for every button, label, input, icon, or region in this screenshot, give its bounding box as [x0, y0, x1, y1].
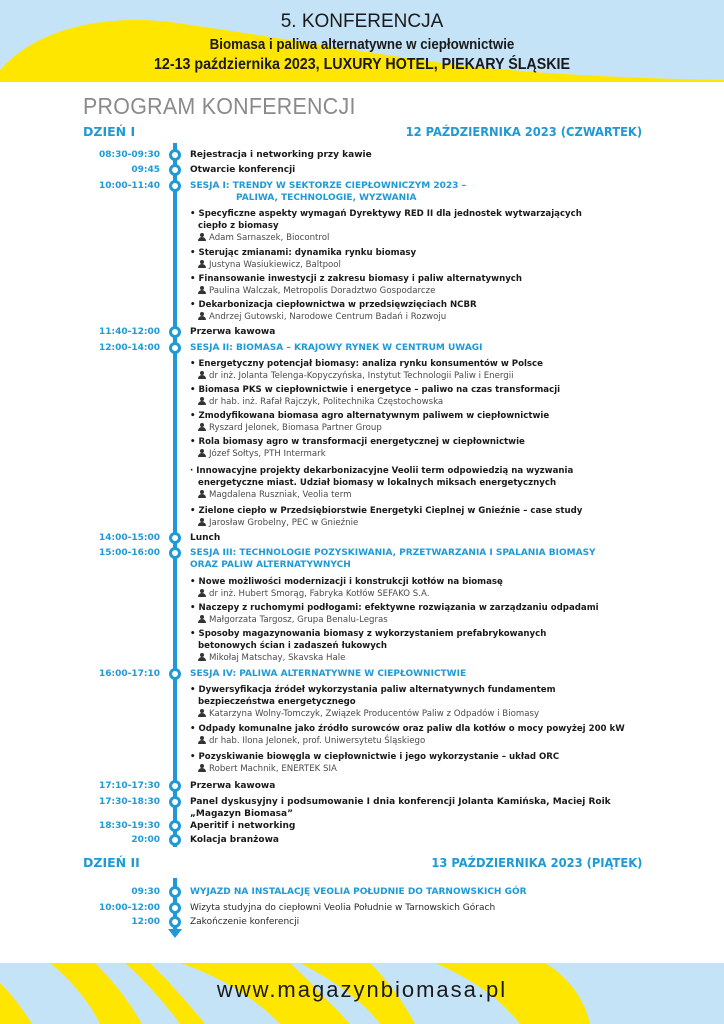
time: 17:10-17:30 — [98, 781, 160, 791]
talk-speaker: Mikołaj Matschay, Skavska Hale — [209, 653, 346, 663]
agenda-title: Przerwa kawowa — [190, 327, 276, 337]
talk-title: • Odpady komunalne jako źródło surowców oraz paliw dla kotłów o mocy powyżej 200 kW — [190, 724, 625, 734]
session-title: SESJA I: TRENDY W SEKTORZE CIEPŁOWNICZYM 2023 – — [190, 181, 467, 191]
website-link[interactable]: www.magazynbiomasa.pl — [216, 977, 508, 1002]
agenda-title: Otwarcie konferencji — [190, 165, 296, 175]
timeline-node — [169, 780, 181, 792]
talk — [190, 299, 477, 323]
agenda-title-line2: „Magazyn Biomasa” — [190, 809, 294, 819]
timeline-node — [169, 834, 181, 846]
talk — [190, 247, 416, 271]
talk — [190, 684, 556, 720]
time: 16:00-17:10 — [98, 669, 160, 679]
talk-title-line2: bezpieczeństwa energetycznego — [198, 697, 356, 707]
talk-title: • Zielone ciepło w Przedsiębiorstwie Energetyki Cieplnej w Gnieźnie – case study — [190, 506, 583, 516]
session-title-line2: PALIWA, TECHNOLOGIE, WYZWANIA — [236, 193, 417, 203]
person-icon — [198, 764, 206, 772]
time: 12:00 — [131, 917, 160, 927]
talk — [190, 465, 573, 501]
time: 09:45 — [131, 165, 160, 175]
agenda-title: Lunch — [190, 533, 221, 543]
person-icon — [198, 449, 206, 457]
talk-title: • Nowe możliwości modernizacji i konstrukcji kotłów na biomasę — [190, 577, 503, 587]
person-icon — [198, 653, 206, 661]
person-icon — [198, 615, 206, 623]
talk-title: • Pozyskiwanie biowęgla w ciepłownictwie i jego wykorzystanie – układ ORC — [190, 752, 560, 762]
time: 09:30 — [131, 887, 160, 897]
talk — [190, 273, 522, 297]
session-title: SESJA IV: PALIWA ALTERNATYWNE W CIEPŁOWNICTWIE — [190, 669, 467, 679]
talk-title: • Biomasa PKS w ciepłownictwie i energetyce – paliwo na czas transformacji — [190, 385, 561, 395]
talk-title-line2: betonowych ścian i zadaszeń łukowych — [198, 641, 388, 651]
time: 17:30-18:30 — [98, 797, 160, 807]
person-icon — [198, 518, 206, 526]
person-icon — [198, 397, 206, 405]
timeline-node — [169, 668, 181, 680]
timeline-node — [169, 547, 181, 559]
talk-speaker: Robert Machnik, ENERTEK SIA — [209, 764, 337, 774]
talk-title: • Naczepy z ruchomymi podłogami: efektywne rozwiązania w zarządzaniu odpadami — [190, 603, 599, 613]
timeline-node — [169, 532, 181, 544]
person-icon — [198, 709, 206, 717]
timeline-node — [169, 164, 181, 176]
timeline-node — [169, 149, 181, 161]
person-icon — [198, 490, 206, 498]
timeline-arrow-down-icon — [168, 929, 182, 938]
talk-speaker: Magdalena Ruszniak, Veolia term — [209, 490, 352, 500]
timeline-line-day1 — [173, 143, 177, 847]
timeline-node — [169, 342, 181, 354]
timeline-node — [169, 180, 181, 192]
agenda-title: Przerwa kawowa — [190, 781, 276, 791]
time: 10:00-12:00 — [98, 903, 160, 913]
talk — [190, 436, 525, 460]
time: 20:00 — [131, 835, 160, 845]
talk — [190, 384, 560, 408]
person-icon — [198, 286, 206, 294]
session-title: SESJA II: BIOMASA – KRAJOWY RYNEK W CENTRUM UWAGI — [190, 343, 483, 353]
talk-speaker: Józef Sołtys, PTH Intermark — [209, 449, 326, 459]
talk — [190, 358, 543, 382]
time: 15:00-16:00 — [98, 548, 160, 558]
day1-label: DZIEŃ I — [83, 124, 136, 139]
talk-speaker: Paulina Walczak, Metropolis Doradztwo Gospodarcze — [209, 286, 436, 296]
timeline-node — [169, 796, 181, 808]
talk-speaker: Andrzej Gutowski, Narodowe Centrum Badań i Rozwoju — [209, 312, 447, 322]
agenda-title: Wizyta studyjna do ciepłowni Veolia Południe w Tarnowskich Górach — [190, 903, 496, 913]
agenda-title: Rejestracja i networking przy kawie — [190, 150, 372, 160]
person-icon — [198, 589, 206, 597]
talk — [190, 208, 582, 244]
talk-title-line2: energetyczne miast. Udział biomasy w lokalnych miksach energetycznych — [198, 478, 557, 488]
day2-date: 13 PAŹDZIERNIKA 2023 (PIĄTEK) — [430, 855, 642, 870]
time: 14:00-15:00 — [98, 533, 160, 543]
talk — [190, 576, 503, 600]
talk-title: • Energetyczny potencjał biomasy: analiza rynku konsumentów w Polsce — [190, 359, 543, 369]
agenda-title: Aperitif i networking — [190, 821, 296, 831]
talk-title: • Zmodyfikowana biomasa agro alternatywnym paliwem w ciepłownictwie — [190, 411, 550, 421]
time: 08:30-09:30 — [98, 150, 160, 160]
talk-speaker: Małgorzata Targosz, Grupa Benalu-Legras — [209, 615, 388, 625]
day1-date: 12 PAŹDZIERNIKA 2023 (CZWARTEK) — [405, 124, 642, 139]
talk — [190, 410, 549, 434]
person-icon — [198, 736, 206, 744]
session-title-line2: ORAZ PALIW ALTERNATYWNYCH — [190, 560, 351, 570]
time: 18:30-19:30 — [98, 821, 160, 831]
talk-speaker: Ryszard Jelonek, Biomasa Partner Group — [209, 423, 382, 433]
person-icon — [198, 371, 206, 379]
person-icon — [198, 233, 206, 241]
person-icon — [198, 312, 206, 320]
talk-title: • Dekarbonizacja ciepłownictwa w przedsięwzięciach NCBR — [190, 300, 477, 310]
talk — [190, 628, 546, 664]
agenda-title: Zakończenie konferencji — [190, 917, 300, 927]
time: 11:40-12:00 — [98, 327, 160, 337]
talk — [190, 723, 625, 747]
timeline-node — [169, 916, 181, 928]
person-icon — [198, 423, 206, 431]
conference-dates-location: 12-13 października 2023, LUXURY HOTEL, PIEKARY ŚLĄSKIE — [153, 56, 571, 73]
agenda-title: Panel dyskusyjny i podsumowanie I dnia konferencji Jolanta Kamińska, Maciej Roik — [190, 797, 611, 807]
talk-title: • Sterując zmianami: dynamika rynku biomasy — [190, 248, 417, 258]
person-icon — [198, 260, 206, 268]
time: 10:00-11:40 — [98, 181, 160, 191]
talk-title: • Specyficzne aspekty wymagań Dyrektywy RED II dla jednostek wytwarzających — [190, 209, 582, 219]
day2-label: DZIEŃ II — [83, 855, 140, 870]
talk-speaker: dr inż. Hubert Smorąg, Fabryka Kotłów SEFAKO S.A. — [209, 589, 430, 599]
talk-title-line2: ciepło z biomasy — [198, 221, 279, 231]
time: 12:00-14:00 — [98, 343, 160, 353]
talk-speaker: Jarosław Grobelny, PEC w Gnieźnie — [209, 518, 359, 528]
talk-title: • Dywersyfikacja źródeł wykorzystania paliw alternatywnych fundamentem — [190, 685, 556, 695]
session-title: SESJA III: TECHNOLOGIE POZYSKIWANIA, PRZETWARZANIA I SPALANIA BIOMASY — [190, 548, 596, 558]
agenda-title: WYJAZD NA INSTALACJĘ VEOLIA POŁUDNIE DO TARNOWSKICH GÓR — [190, 887, 527, 897]
talk — [190, 505, 582, 529]
talk — [190, 602, 599, 626]
talk-title: • Finansowanie inwestycji z zakresu biomasy i paliw alternatywnych — [190, 274, 523, 284]
talk — [190, 751, 559, 775]
program-title: PROGRAM KONFERENCJI — [83, 93, 356, 119]
agenda-title: Kolacja branżowa — [190, 835, 279, 845]
timeline-node — [169, 820, 181, 832]
talk-title: · Innowacyjne projekty dekarbonizacyjne Veolii term odpowiedzią na wyzwania — [190, 466, 574, 476]
talk-speaker: dr hab. Ilona Jelonek, prof. Uniwersytetu Śląskiego — [209, 736, 426, 746]
talk-speaker: dr hab. inż. Rafał Rajczyk, Politechnika Częstochowska — [209, 397, 444, 407]
talk-title: • Rola biomasy agro w transformacji energetycznej w ciepłownictwie — [190, 437, 525, 447]
talk-speaker: Justyna Wasiukiewicz, Baltpool — [209, 260, 341, 270]
conference-title: 5. KONFERENCJA — [280, 11, 444, 32]
conference-subtitle: Biomasa i paliwa alternatywne w ciepłownictwie — [209, 37, 515, 53]
talk-title: • Sposoby magazynowania biomasy z wykorzystaniem prefabrykowanych — [190, 629, 547, 639]
talk-speaker: Adam Sarnaszek, Biocontrol — [209, 233, 330, 243]
timeline-node — [169, 902, 181, 914]
talk-speaker: dr inż. Jolanta Telenga-Kopyczyńska, Instytut Technologii Paliw i Energii — [209, 371, 514, 381]
timeline-node — [169, 886, 181, 898]
talk-speaker: Katarzyna Wolny-Tomczyk, Związek Producentów Paliw z Odpadów i Biomasy — [209, 709, 540, 719]
timeline-node — [169, 326, 181, 338]
